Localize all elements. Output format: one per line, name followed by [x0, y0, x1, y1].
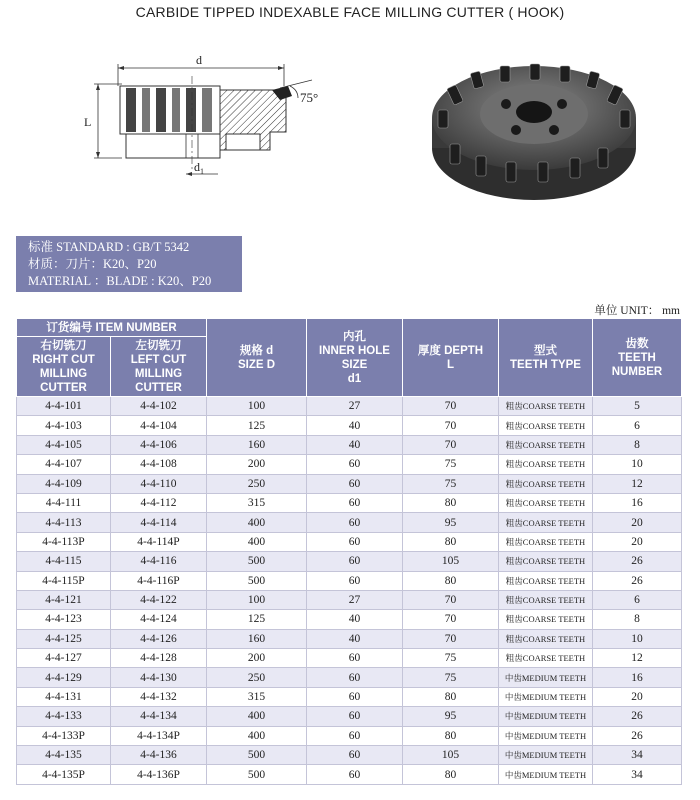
spec-standard: 标准 STANDARD : GB/T 5342 — [28, 240, 190, 254]
depth-cell: 95 — [403, 513, 499, 532]
header-right-cut: 右切铣刀 RIGHT CUT MILLING CUTTER — [17, 337, 111, 397]
table-row — [17, 552, 682, 571]
size-d-cell: 315 — [207, 493, 307, 512]
right-cut-item-cell: 4-4-133P — [17, 726, 111, 745]
table-row — [17, 668, 682, 687]
size-d-cell: 500 — [207, 571, 307, 590]
teeth-type-cell: 粗齿COARSE TEETH — [499, 493, 593, 512]
teeth-number-cell: 34 — [593, 765, 682, 784]
depth-cell: 75 — [403, 474, 499, 493]
teeth-type-cell: 粗齿COARSE TEETH — [499, 455, 593, 474]
left-cut-item-cell: 4-4-116P — [111, 571, 207, 590]
teeth-number-cell: 10 — [593, 455, 682, 474]
right-cut-item-cell: 4-4-109 — [17, 474, 111, 493]
depth-cell: 70 — [403, 610, 499, 629]
right-cut-item-cell: 4-4-113 — [17, 513, 111, 532]
teeth-number-cell: 8 — [593, 435, 682, 454]
teeth-number-cell: 16 — [593, 668, 682, 687]
dim-L-label: L — [84, 115, 92, 129]
inner-hole-cell: 60 — [307, 746, 403, 765]
depth-cell: 70 — [403, 629, 499, 648]
inner-hole-cell: 60 — [307, 455, 403, 474]
left-cut-item-cell: 4-4-130 — [111, 668, 207, 687]
inner-hole-cell: 60 — [307, 552, 403, 571]
header-size: 规格 d SIZE D — [207, 319, 307, 397]
teeth-number-cell: 12 — [593, 649, 682, 668]
left-cut-item-cell: 4-4-116 — [111, 552, 207, 571]
depth-cell: 80 — [403, 687, 499, 706]
spec-material-cn: 材质：刀片：K20、P20 — [28, 257, 157, 271]
depth-cell: 80 — [403, 571, 499, 590]
table-row — [17, 532, 682, 551]
right-cut-item-cell: 4-4-135 — [17, 746, 111, 765]
left-cut-item-cell: 4-4-102 — [111, 397, 207, 416]
inner-hole-cell: 60 — [307, 513, 403, 532]
depth-cell: 70 — [403, 435, 499, 454]
depth-cell: 95 — [403, 707, 499, 726]
inner-hole-cell: 40 — [307, 629, 403, 648]
inner-hole-cell: 60 — [307, 474, 403, 493]
right-cut-item-cell: 4-4-133 — [17, 707, 111, 726]
header-teeth-number: 齿数 TEETH NUMBER — [593, 319, 682, 397]
teeth-type-cell: 中齿MEDIUM TEETH — [499, 726, 593, 745]
header-depth: 厚度 DEPTH L — [403, 319, 499, 397]
size-d-cell: 250 — [207, 668, 307, 687]
teeth-type-cell: 中齿MEDIUM TEETH — [499, 765, 593, 784]
spec-box — [16, 236, 242, 292]
size-d-cell: 400 — [207, 532, 307, 551]
teeth-type-cell: 粗齿COARSE TEETH — [499, 590, 593, 609]
left-cut-item-cell: 4-4-108 — [111, 455, 207, 474]
angle-label: 75° — [300, 90, 319, 105]
teeth-type-cell: 中齿MEDIUM TEETH — [499, 687, 593, 706]
teeth-number-cell: 20 — [593, 687, 682, 706]
size-d-cell: 315 — [207, 687, 307, 706]
table-row — [17, 629, 682, 648]
teeth-type-cell: 粗齿COARSE TEETH — [499, 474, 593, 493]
right-cut-item-cell: 4-4-103 — [17, 416, 111, 435]
header-teeth-type: 型式 TEETH TYPE — [499, 319, 593, 397]
inner-hole-cell: 60 — [307, 532, 403, 551]
inner-hole-cell: 60 — [307, 687, 403, 706]
right-cut-item-cell: 4-4-131 — [17, 687, 111, 706]
teeth-number-cell: 26 — [593, 552, 682, 571]
left-cut-item-cell: 4-4-134 — [111, 707, 207, 726]
dim-d1-label: $d_1$ — [194, 160, 204, 176]
inner-hole-cell: 40 — [307, 416, 403, 435]
size-d-cell: 200 — [207, 455, 307, 474]
size-d-cell: 400 — [207, 707, 307, 726]
inner-hole-cell: 40 — [307, 610, 403, 629]
spec-material-en: MATERIAL ：BLADE : K20、P20 — [28, 274, 212, 288]
size-d-cell: 500 — [207, 552, 307, 571]
size-d-cell: 100 — [207, 397, 307, 416]
depth-cell: 80 — [403, 726, 499, 745]
left-cut-item-cell: 4-4-132 — [111, 687, 207, 706]
teeth-type-cell: 粗齿COARSE TEETH — [499, 552, 593, 571]
left-cut-item-cell: 4-4-134P — [111, 726, 207, 745]
table-row — [17, 474, 682, 493]
header-item-number: 订货编号 ITEM NUMBER — [17, 319, 207, 337]
teeth-type-cell: 粗齿COARSE TEETH — [499, 416, 593, 435]
right-cut-item-cell: 4-4-115P — [17, 571, 111, 590]
teeth-type-cell: 粗齿COARSE TEETH — [499, 532, 593, 551]
right-cut-item-cell: 4-4-125 — [17, 629, 111, 648]
right-cut-item-cell: 4-4-111 — [17, 493, 111, 512]
teeth-number-cell: 26 — [593, 571, 682, 590]
right-cut-item-cell: 4-4-127 — [17, 649, 111, 668]
teeth-number-cell: 10 — [593, 629, 682, 648]
teeth-type-cell: 中齿MEDIUM TEETH — [499, 668, 593, 687]
table-row — [17, 687, 682, 706]
depth-cell: 80 — [403, 532, 499, 551]
inner-hole-cell: 60 — [307, 707, 403, 726]
teeth-type-cell: 粗齿COARSE TEETH — [499, 435, 593, 454]
left-cut-item-cell: 4-4-104 — [111, 416, 207, 435]
size-d-cell: 500 — [207, 765, 307, 784]
left-cut-item-cell: 4-4-136P — [111, 765, 207, 784]
teeth-type-cell: 粗齿COARSE TEETH — [499, 629, 593, 648]
table-row — [17, 765, 682, 784]
teeth-type-cell: 粗齿COARSE TEETH — [499, 571, 593, 590]
right-cut-item-cell: 4-4-101 — [17, 397, 111, 416]
teeth-number-cell: 20 — [593, 532, 682, 551]
unit-label: 单位 UNIT： mm — [594, 305, 680, 317]
table-row — [17, 746, 682, 765]
left-cut-item-cell: 4-4-106 — [111, 435, 207, 454]
size-d-cell: 400 — [207, 726, 307, 745]
depth-cell: 80 — [403, 493, 499, 512]
inner-hole-cell: 60 — [307, 726, 403, 745]
table-row — [17, 610, 682, 629]
depth-cell: 75 — [403, 455, 499, 474]
page-title: CARBIDE TIPPED INDEXABLE FACE MILLING CUTTER ( HOOK) — [135, 4, 565, 20]
table-row — [17, 513, 682, 532]
teeth-number-cell: 26 — [593, 726, 682, 745]
size-d-cell: 250 — [207, 474, 307, 493]
inner-hole-cell: 60 — [307, 765, 403, 784]
teeth-type-cell: 中齿MEDIUM TEETH — [499, 746, 593, 765]
right-cut-item-cell: 4-4-135P — [17, 765, 111, 784]
right-cut-item-cell: 4-4-123 — [17, 610, 111, 629]
table-row — [17, 455, 682, 474]
depth-cell: 75 — [403, 649, 499, 668]
right-cut-item-cell: 4-4-121 — [17, 590, 111, 609]
right-cut-item-cell: 4-4-129 — [17, 668, 111, 687]
table-row — [17, 435, 682, 454]
size-d-cell: 500 — [207, 746, 307, 765]
inner-hole-cell: 60 — [307, 571, 403, 590]
left-cut-item-cell: 4-4-122 — [111, 590, 207, 609]
right-cut-item-cell: 4-4-107 — [17, 455, 111, 474]
dim-d-label: d — [196, 53, 202, 67]
left-cut-item-cell: 4-4-126 — [111, 629, 207, 648]
left-cut-item-cell: 4-4-110 — [111, 474, 207, 493]
size-d-cell: 100 — [207, 590, 307, 609]
teeth-type-cell: 粗齿COARSE TEETH — [499, 397, 593, 416]
left-cut-item-cell: 4-4-136 — [111, 746, 207, 765]
right-cut-item-cell: 4-4-113P — [17, 532, 111, 551]
size-d-cell: 200 — [207, 649, 307, 668]
teeth-type-cell: 中齿MEDIUM TEETH — [499, 707, 593, 726]
left-cut-item-cell: 4-4-112 — [111, 493, 207, 512]
table-row — [17, 493, 682, 512]
inner-hole-cell: 60 — [307, 493, 403, 512]
left-cut-item-cell: 4-4-128 — [111, 649, 207, 668]
size-d-cell: 400 — [207, 513, 307, 532]
left-cut-item-cell: 4-4-114 — [111, 513, 207, 532]
depth-cell: 70 — [403, 397, 499, 416]
teeth-number-cell: 8 — [593, 610, 682, 629]
teeth-number-cell: 6 — [593, 590, 682, 609]
depth-cell: 105 — [403, 746, 499, 765]
left-cut-item-cell: 4-4-114P — [111, 532, 207, 551]
depth-cell: 70 — [403, 590, 499, 609]
inner-hole-cell: 60 — [307, 649, 403, 668]
cutter-technical-drawing — [76, 50, 336, 180]
specification-table — [16, 318, 682, 785]
teeth-type-cell: 粗齿COARSE TEETH — [499, 513, 593, 532]
teeth-number-cell: 5 — [593, 397, 682, 416]
teeth-number-cell: 26 — [593, 707, 682, 726]
depth-cell: 105 — [403, 552, 499, 571]
teeth-number-cell: 34 — [593, 746, 682, 765]
right-cut-item-cell: 4-4-115 — [17, 552, 111, 571]
table-row — [17, 590, 682, 609]
depth-cell: 70 — [403, 416, 499, 435]
right-cut-item-cell: 4-4-105 — [17, 435, 111, 454]
teeth-number-cell: 6 — [593, 416, 682, 435]
left-cut-item-cell: 4-4-124 — [111, 610, 207, 629]
teeth-number-cell: 20 — [593, 513, 682, 532]
table-row — [17, 726, 682, 745]
inner-hole-cell: 40 — [307, 435, 403, 454]
inner-hole-cell: 27 — [307, 590, 403, 609]
depth-cell: 75 — [403, 668, 499, 687]
table-row — [17, 649, 682, 668]
teeth-number-cell: 12 — [593, 474, 682, 493]
teeth-type-cell: 粗齿COARSE TEETH — [499, 649, 593, 668]
header-inner-hole: 内孔 INNER HOLE SIZE d1 — [307, 319, 403, 397]
depth-cell: 80 — [403, 765, 499, 784]
cutter-product-photo — [420, 52, 648, 204]
table-row — [17, 571, 682, 590]
table-row — [17, 397, 682, 416]
size-d-cell: 160 — [207, 435, 307, 454]
inner-hole-cell: 27 — [307, 397, 403, 416]
size-d-cell: 125 — [207, 416, 307, 435]
table-row — [17, 416, 682, 435]
table-row — [17, 707, 682, 726]
teeth-type-cell: 粗齿COARSE TEETH — [499, 610, 593, 629]
teeth-number-cell: 16 — [593, 493, 682, 512]
header-left-cut: 左切铣刀 LEFT CUT MILLING CUTTER — [111, 337, 207, 397]
size-d-cell: 125 — [207, 610, 307, 629]
size-d-cell: 160 — [207, 629, 307, 648]
inner-hole-cell: 60 — [307, 668, 403, 687]
